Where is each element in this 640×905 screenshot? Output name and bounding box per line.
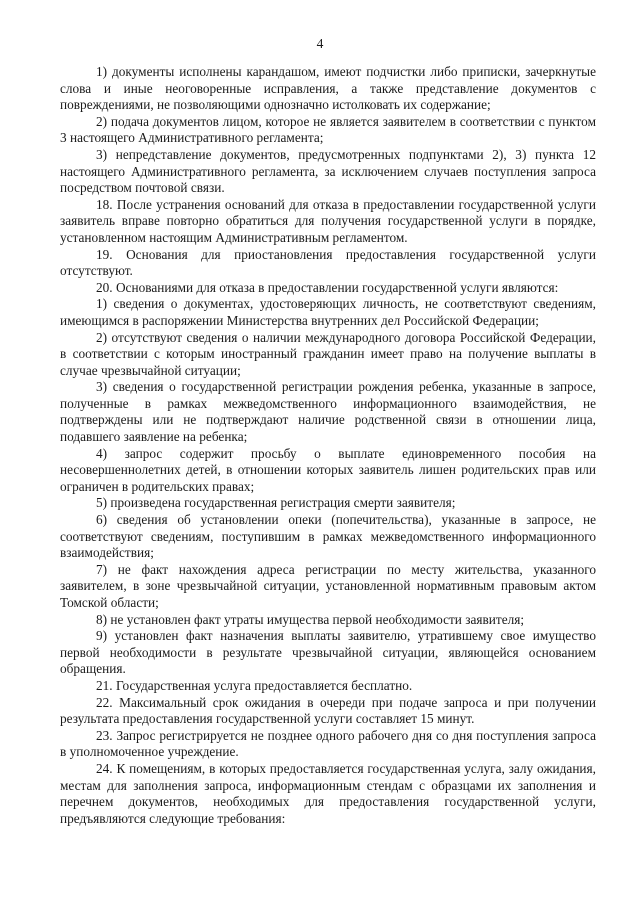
paragraph-clause-20-item-2: 2) отсутствуют сведения о наличии международного договора Российской Федерации, в соответствии с которым иностранный гражданин имеет право на получение выплаты в случае чрезвычайной ситуации; <box>60 329 596 378</box>
paragraph-clause-20-item-7: 7) не факт нахождения адреса регистрации по месту жительства, указанного заявителем, в зоне чрезвычайной ситуации, установленной нормативным правовым актом Томской области; <box>60 561 596 610</box>
paragraph-clause-20-item-9: 9) установлен факт назначения выплаты заявителю, утратившему свое имущество первой необходимости в результате чрезвычайной ситуации, являющейся основанием обращения. <box>60 628 596 677</box>
document-body <box>60 64 596 827</box>
paragraph-clause-19: 19. Основания для приостановления предоставления государственной услуги отсутствуют. <box>60 246 596 279</box>
paragraph-clause-20-item-4: 4) запрос содержит просьбу о выплате единовременного пособия на несовершеннолетних детей, в отношении которых заявитель лишен родительских прав или ограничен в родительских правах; <box>60 445 596 494</box>
paragraph-clause-21: 21. Государственная услуга предоставляется бесплатно. <box>96 677 413 693</box>
paragraph-item-1: 1) документы исполнены карандашом, имеют подчистки либо приписки, зачеркнутые слова и иные неоговоренные исправления, а также представление документов с повреждениями, не позволяющими однозначно истолковать их содержание; <box>60 64 596 113</box>
paragraph-clause-20-item-1: 1) сведения о документах, удостоверяющих личность, не соответствуют сведениям, имеющимся в распоряжении Министерства внутренних дел Российской Федерации; <box>60 296 596 328</box>
paragraph-clause-20-item-6: 6) сведения об установлении опеки (попечительства), указанные в запросе, не соответствуют сведениям, поступившим в рамках межведомственного информационного взаимодействия; <box>60 512 596 561</box>
paragraph-item-2: 2) подача документов лицом, которое не является заявителем в соответствии с пунктом 3 настоящего Административного регламента; <box>60 113 596 146</box>
page-number: 4 <box>316 36 324 51</box>
paragraph-item-3: 3) непредставление документов, предусмотренных подпунктами 2), 3) пункта 12 настоящего Административного регламента, за исключением случаев поступления запроса посредством почтовой связи. <box>60 146 596 196</box>
paragraph-clause-20-item-3: 3) сведения о государственной регистрации рождения ребенка, указанные в запросе, полученные в рамках межведомственного информационного взаимодействия, не подтверждены или не подтверждают наличие родственной связи в отношении лица, подавшего заявление на ребенка; <box>60 379 596 445</box>
paragraph-clause-22: 22. Максимальный срок ожидания в очереди при подаче запроса и при получении результата предоставления государственной услуги составляет 15 минут. <box>60 694 596 727</box>
paragraph-clause-20-item-8: 8) не установлен факт утраты имущества первой необходимости заявителя; <box>96 611 525 627</box>
paragraph-clause-24: 24. К помещениям, в которых предоставляется государственная услуга, залу ожидания, местам для заполнения запроса, информационным стендам с образцами их заполнения и перечнем документов, необходимых для предоставления государственной услуги, предъявляются следующие требования: <box>60 760 596 826</box>
paragraph-clause-23: 23. Запрос регистрируется не позднее одного рабочего дня со дня поступления запроса в уполномоченное учреждение. <box>60 727 596 760</box>
paragraph-clause-20-item-5: 5) произведена государственная регистрация смерти заявителя; <box>96 495 456 511</box>
paragraph-clause-20: 20. Основаниями для отказа в предоставлении государственной услуги являются: <box>96 279 559 295</box>
paragraph-clause-18: 18. После устранения оснований для отказа в предоставлении государственной услуги заявитель вправе повторно обратиться для получения государственной услуги в порядке, установленном настоящим Административным регламентом. <box>60 196 596 245</box>
